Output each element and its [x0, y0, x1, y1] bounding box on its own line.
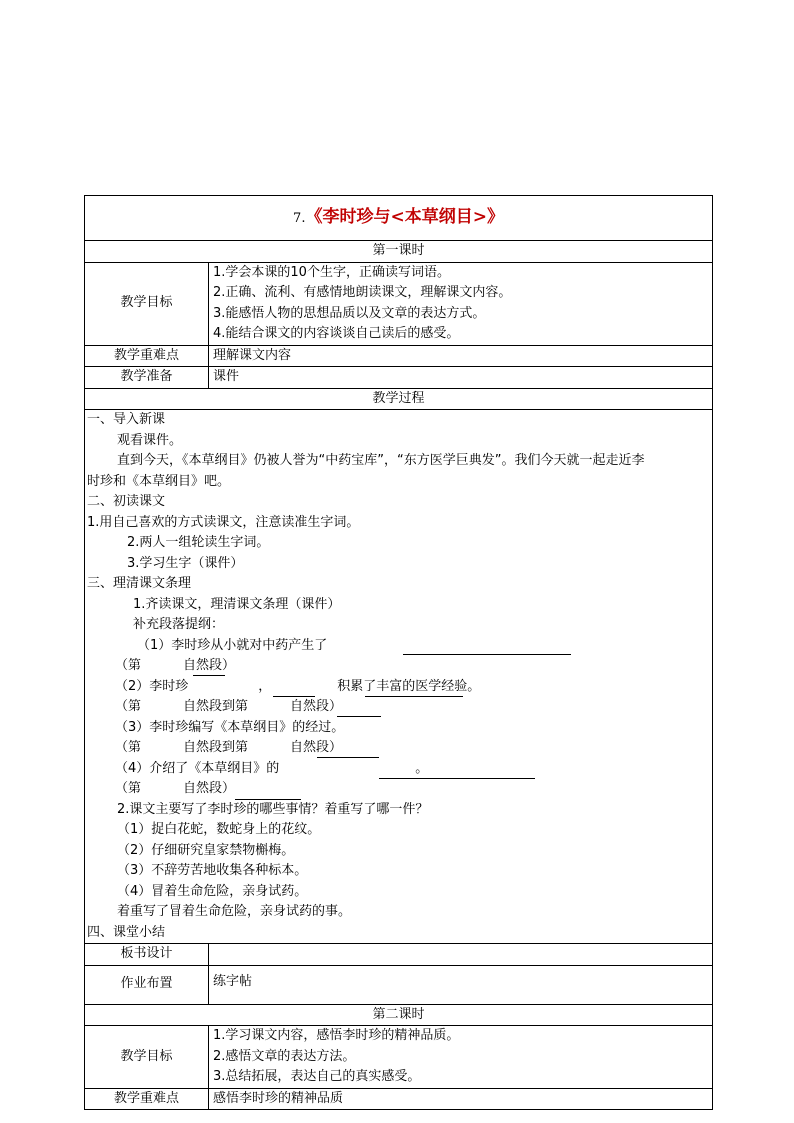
lesson2-key-label: 教学重难点 — [85, 1088, 209, 1110]
outline-text: ， — [258, 678, 272, 694]
process-line: 观看课件。 — [117, 432, 183, 448]
outline-text: 自然段） — [183, 781, 236, 796]
board-value — [209, 944, 713, 966]
outline-paragraph-ref — [87, 738, 708, 759]
lesson2-goals — [209, 1026, 713, 1089]
section-heading: 二、初读课文 — [87, 494, 166, 509]
process-line: 1.用自己喜欢的方式读课文，注意读准生字词。 — [87, 514, 360, 530]
homework-label: 作业布置 — [85, 965, 209, 1004]
outline-text: 自然段） — [290, 740, 343, 755]
answer-item: （3）不辞劳苦地收集各种标本。 — [117, 863, 308, 878]
process-line: 1.齐读课文，理清课文条理（课件） — [133, 596, 341, 612]
outline-item — [87, 759, 708, 780]
answer-item: （4）冒着生命危险，亲身试药。 — [117, 883, 308, 899]
outline-text: （第 — [115, 699, 142, 714]
blank-line — [337, 716, 381, 717]
goal-item: 4.能结合课文的内容谈谈自己读后的感受。 — [213, 326, 460, 341]
outline-text: 积累了丰富的医学经验。 — [337, 678, 481, 694]
section-heading: 一、导入新课 — [87, 412, 166, 427]
section-heading: 四、课堂小结 — [87, 924, 166, 940]
outline-text: 自然段到第 — [183, 740, 249, 755]
process-body — [85, 410, 713, 944]
lesson1-prep-label: 教学准备 — [85, 367, 209, 389]
outline-text: （第 — [115, 740, 142, 755]
goal-item: 2.正确、流利、有感情地朗读课文，理解课文内容。 — [213, 285, 512, 300]
lesson-title — [85, 196, 713, 241]
lesson-plan-table — [84, 195, 713, 1110]
blank-line — [317, 757, 379, 758]
homework-value: 练字帖 — [209, 965, 713, 1004]
process-line: 补充段落提纲： — [133, 617, 225, 632]
answer-item: （2）仔细研究皇家禁物槲梅。 — [117, 842, 295, 858]
goal-item: 1.学习课文内容，感悟李时珍的精神品质。 — [213, 1028, 460, 1043]
answer-item: （1）捉白花蛇，数蛇身上的花纹。 — [117, 822, 321, 837]
lesson1-key-value: 理解课文内容 — [209, 345, 713, 367]
process-line: 着重写了冒着生命危险，亲身试药的事。 — [117, 904, 352, 919]
lesson1-heading: 第一课时 — [85, 241, 713, 263]
lesson2-heading: 第二课时 — [85, 1004, 713, 1026]
outline-paragraph-ref — [87, 779, 708, 800]
outline-text: （第 — [115, 658, 142, 673]
outline-item: （1）李时珍从小就对中药产生了 — [137, 637, 328, 653]
section-heading: 三、理清课文条理 — [87, 576, 192, 591]
process-line: 直到今天，《本草纲目》仍被人誉为“中药宝库”，“东方医学巨典发”。我们今天就一起走近李 — [117, 453, 645, 468]
outline-text: 自然段到第 — [183, 699, 249, 714]
outline-text: （2）李时珍 — [115, 678, 189, 694]
outline-text: （第 — [115, 781, 142, 796]
outline-text: （4）介绍了《本草纲目》的 — [115, 760, 280, 776]
outline-paragraph-ref — [87, 697, 708, 718]
lesson1-prep-value: 课件 — [209, 367, 713, 389]
outline-item — [87, 677, 708, 698]
lesson2-key-value: 感悟李时珍的精神品质 — [209, 1088, 713, 1110]
goal-item: 2.感悟文章的表达方法。 — [213, 1048, 356, 1064]
lesson2-goals-label: 教学目标 — [85, 1026, 209, 1089]
goal-item: 3.能感悟人物的思想品质以及文章的表达方式。 — [213, 305, 486, 321]
lesson-title-text: 《李时珍与<本草纲目>》 — [305, 206, 504, 227]
blank-line — [273, 696, 315, 697]
outline-text: 。 — [415, 760, 429, 776]
outline-item: （3）李时珍编写《本草纲目》的经过。 — [115, 719, 345, 735]
blank-line — [365, 696, 463, 697]
process-line: 3.学习生字（课件） — [127, 555, 244, 571]
blank-line — [193, 675, 225, 676]
lesson1-goals-label: 教学目标 — [85, 262, 209, 345]
process-line: 2.课文主要写了李时珍的哪些事情？着重写了哪一件？ — [117, 801, 429, 817]
lesson1-goals — [209, 262, 713, 345]
lesson1-key-label: 教学重难点 — [85, 345, 209, 367]
process-line: 2.两人一组轮读生字词。 — [127, 535, 270, 550]
outline-text: 自然段） — [290, 699, 343, 714]
outline-paragraph-ref — [87, 656, 708, 677]
blank-line — [379, 778, 535, 779]
outline-text: 自然段） — [183, 658, 236, 673]
blank-line — [235, 799, 301, 800]
board-label: 板书设计 — [85, 944, 209, 966]
goal-item: 3.总结拓展，表达自己的真实感受。 — [213, 1069, 421, 1084]
process-heading: 教学过程 — [85, 388, 713, 410]
goal-item: 1.学会本课的10个生字，正确读写词语。 — [213, 264, 450, 280]
process-line: 时珍和《本草纲目》吧。 — [87, 473, 231, 489]
blank-line — [403, 654, 571, 655]
lesson-number: 7. — [293, 210, 306, 226]
